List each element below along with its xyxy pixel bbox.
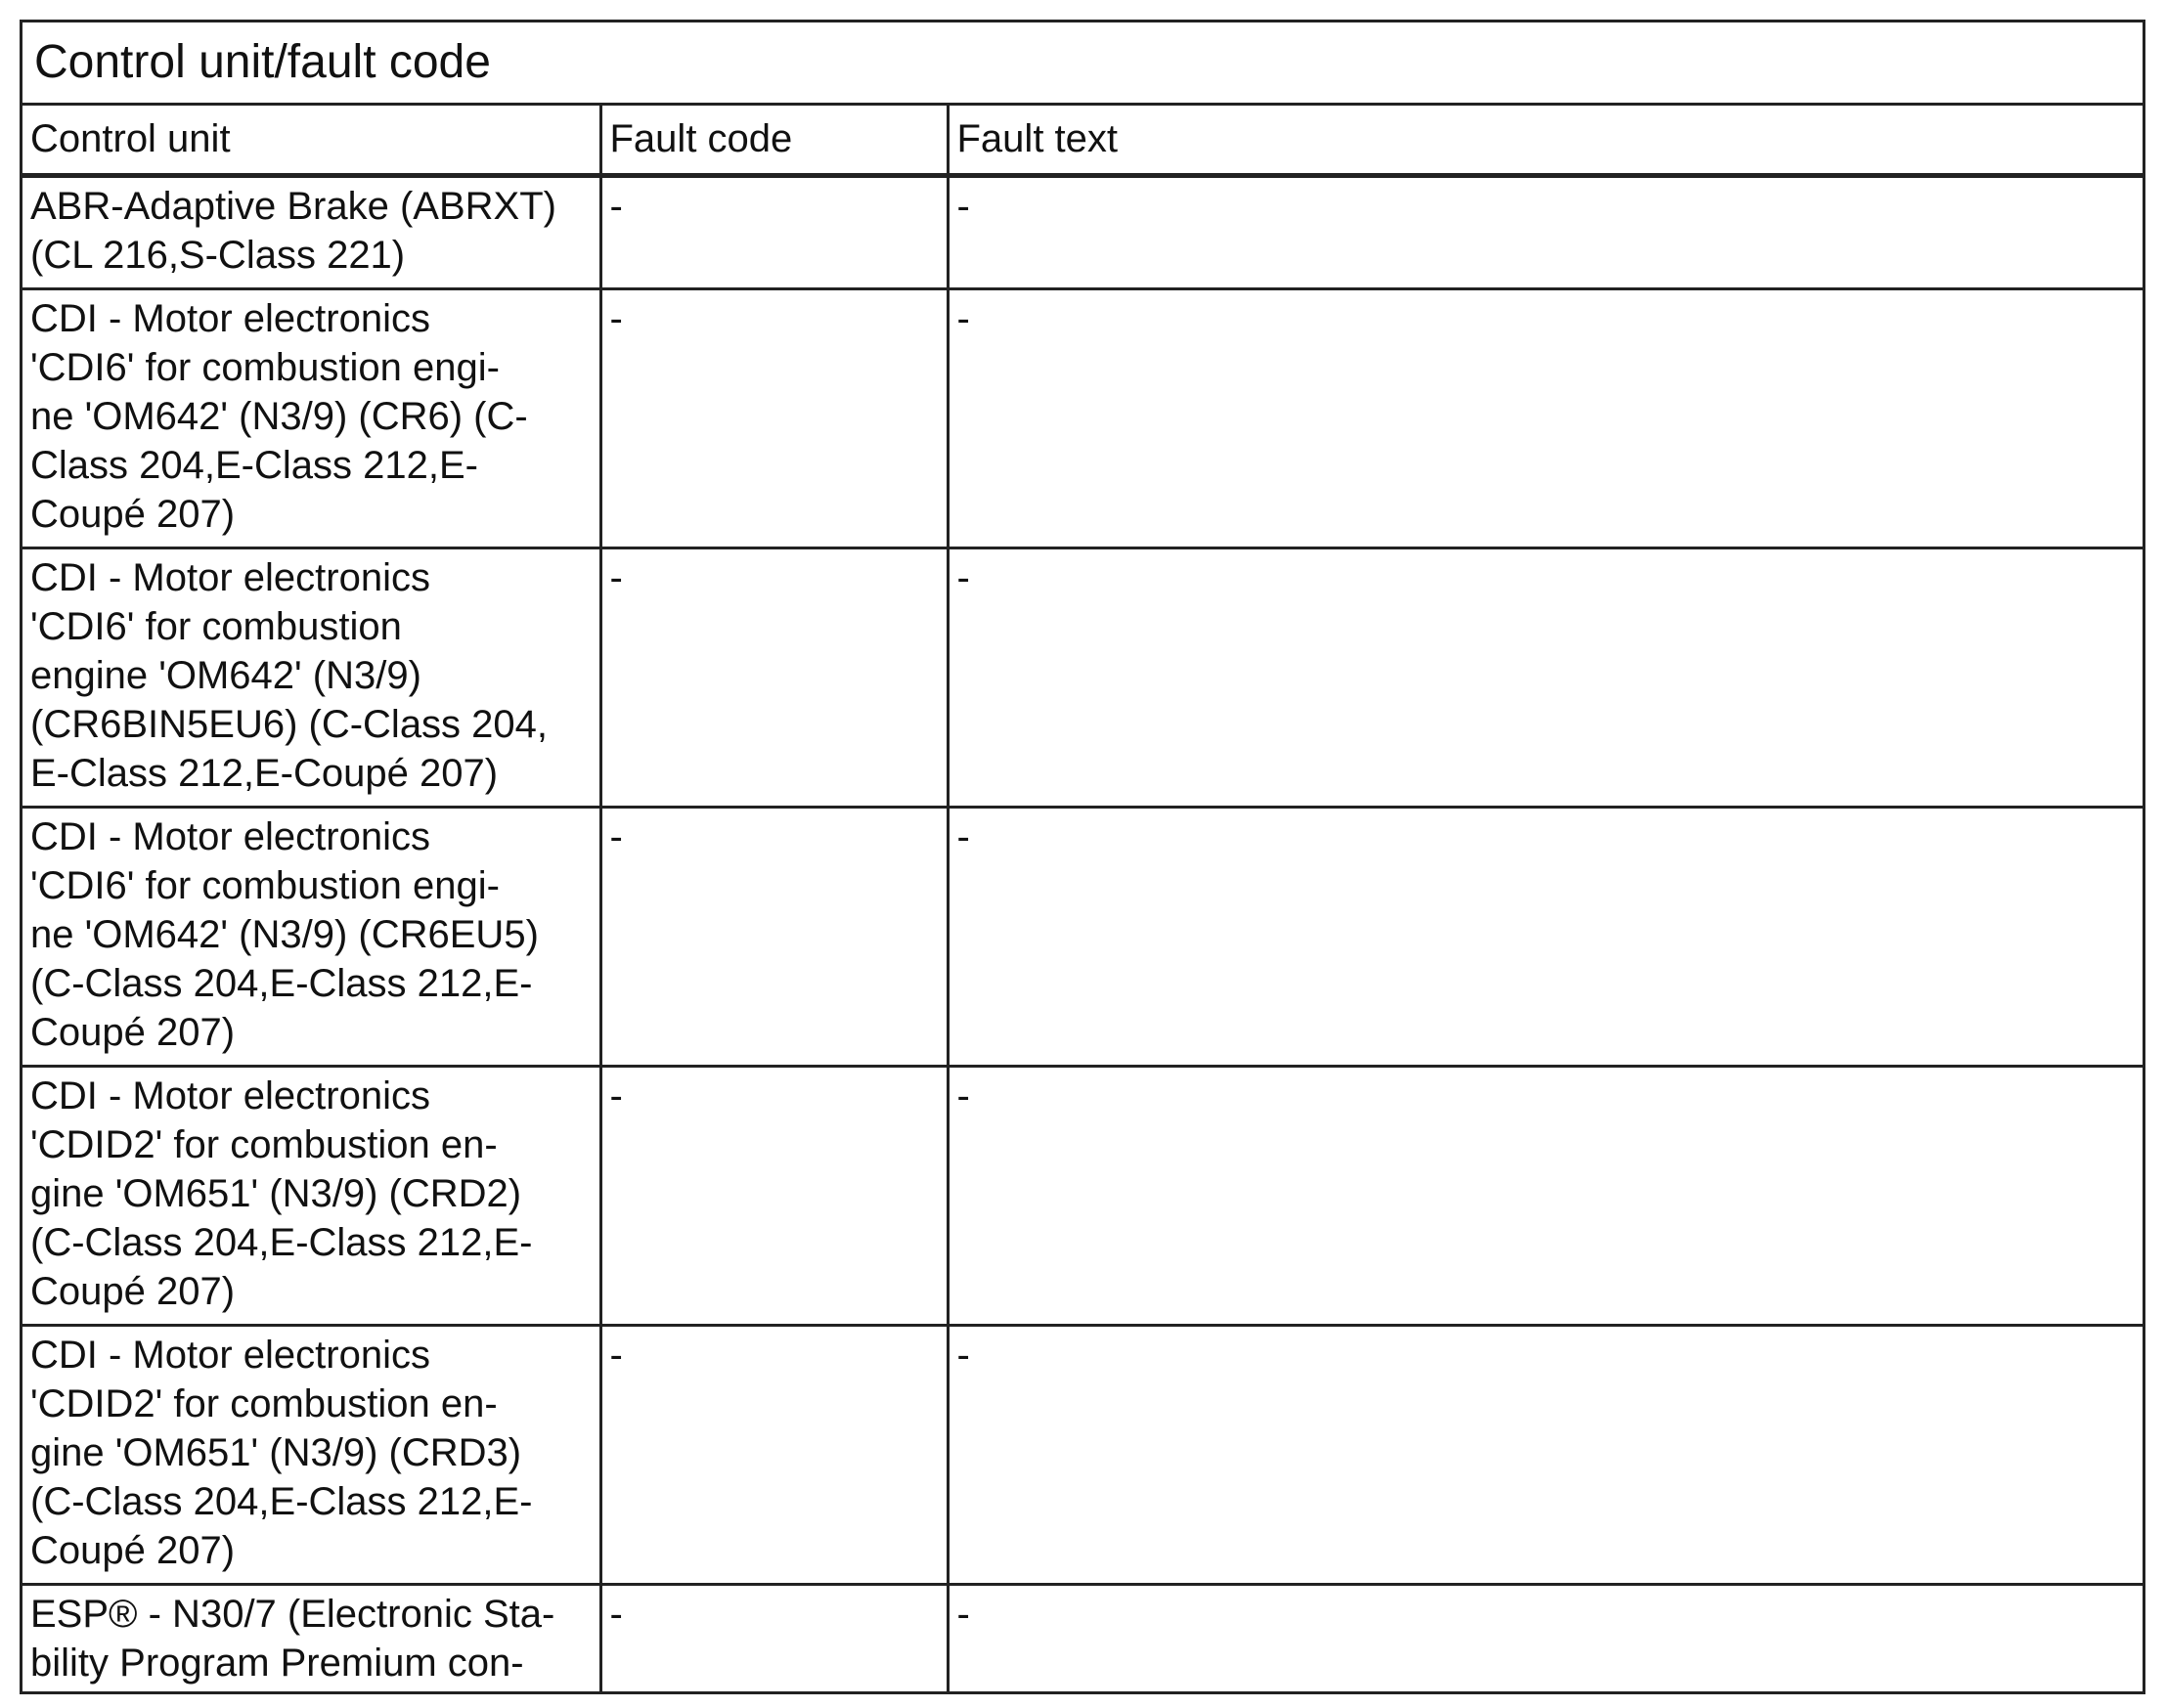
fault-text-cell: - (948, 1585, 2143, 1692)
control-unit-line: Coupé 207) (30, 1529, 236, 1572)
header-control-unit: Control unit (22, 105, 600, 176)
fault-code-cell: - (600, 548, 948, 808)
control-unit-line: 'CDID2' for combustion en- (30, 1382, 498, 1425)
control-unit-line: E-Class 212,E-Coupé 207) (30, 752, 499, 795)
fault-text-cell: - (948, 1067, 2143, 1326)
fault-code-cell: - (600, 1326, 948, 1585)
control-unit-line: ne 'OM642' (N3/9) (CR6) (C- (30, 395, 528, 438)
fault-code-cell: - (600, 808, 948, 1067)
control-unit-line: 'CDI6' for combustion engi- (30, 864, 500, 907)
fault-text-cell: - (948, 289, 2143, 548)
header-row (22, 105, 2143, 176)
control-unit-cell (22, 548, 600, 808)
table-row (22, 808, 2143, 1067)
fault-text-cell: - (948, 1326, 2143, 1585)
control-unit-cell (22, 1585, 600, 1692)
fault-code-cell: - (600, 1585, 948, 1692)
table-row (22, 176, 2143, 289)
control-unit-line: CDI - Motor electronics (30, 1334, 430, 1377)
table-row (22, 1326, 2143, 1585)
control-unit-line: (C-Class 204,E-Class 212,E- (30, 1480, 533, 1523)
control-unit-line: CDI - Motor electronics (30, 815, 430, 858)
control-unit-line: gine 'OM651' (N3/9) (CRD2) (30, 1172, 522, 1215)
fault-text-cell: - (948, 176, 2143, 289)
control-unit-line: CDI - Motor electronics (30, 297, 430, 340)
control-unit-line: Coupé 207) (30, 1270, 236, 1313)
control-unit-cell (22, 808, 600, 1067)
control-unit-line: gine 'OM651' (N3/9) (CRD3) (30, 1431, 522, 1474)
control-unit-line: 'CDID2' for combustion en- (30, 1123, 498, 1166)
control-unit-line: (C-Class 204,E-Class 212,E- (30, 962, 533, 1005)
fault-text-cell: - (948, 808, 2143, 1067)
fault-code-cell: - (600, 1067, 948, 1326)
control-unit-line: (CR6BIN5EU6) (C-Class 204, (30, 703, 549, 746)
control-unit-cell (22, 1067, 600, 1326)
fault-text-cell: - (948, 548, 2143, 808)
control-unit-line: 'CDI6' for combustion (30, 605, 402, 648)
fault-code-table (22, 22, 2143, 1691)
control-unit-line: CDI - Motor electronics (30, 1074, 430, 1117)
control-unit-line: ne 'OM642' (N3/9) (CR6EU5) (30, 913, 539, 956)
fault-code-cell: - (600, 289, 948, 548)
fault-code-table-container (20, 20, 2145, 1694)
fault-code-cell: - (600, 176, 948, 289)
control-unit-cell (22, 1326, 600, 1585)
table-row (22, 1585, 2143, 1692)
header-fault-text: Fault text (948, 105, 2143, 176)
control-unit-line: engine 'OM642' (N3/9) (30, 654, 421, 697)
control-unit-cell (22, 289, 600, 548)
control-unit-cell (22, 176, 600, 289)
table-title: Control unit/fault code (22, 22, 2143, 105)
control-unit-line: (CL 216,S-Class 221) (30, 234, 406, 277)
header-fault-code: Fault code (600, 105, 948, 176)
control-unit-line: 'CDI6' for combustion engi- (30, 346, 500, 389)
table-row (22, 548, 2143, 808)
table-row (22, 289, 2143, 548)
control-unit-line: Coupé 207) (30, 1011, 236, 1054)
table-row (22, 1067, 2143, 1326)
control-unit-line: ESP® - N30/7 (Electronic Sta- (30, 1593, 555, 1636)
control-unit-line: ABR-Adaptive Brake (ABRXT) (30, 185, 556, 228)
control-unit-line: bility Program Premium con- (30, 1642, 524, 1685)
control-unit-line: Coupé 207) (30, 493, 236, 536)
control-unit-line: CDI - Motor electronics (30, 556, 430, 599)
control-unit-line: (C-Class 204,E-Class 212,E- (30, 1221, 533, 1264)
control-unit-line: Class 204,E-Class 212,E- (30, 444, 478, 487)
